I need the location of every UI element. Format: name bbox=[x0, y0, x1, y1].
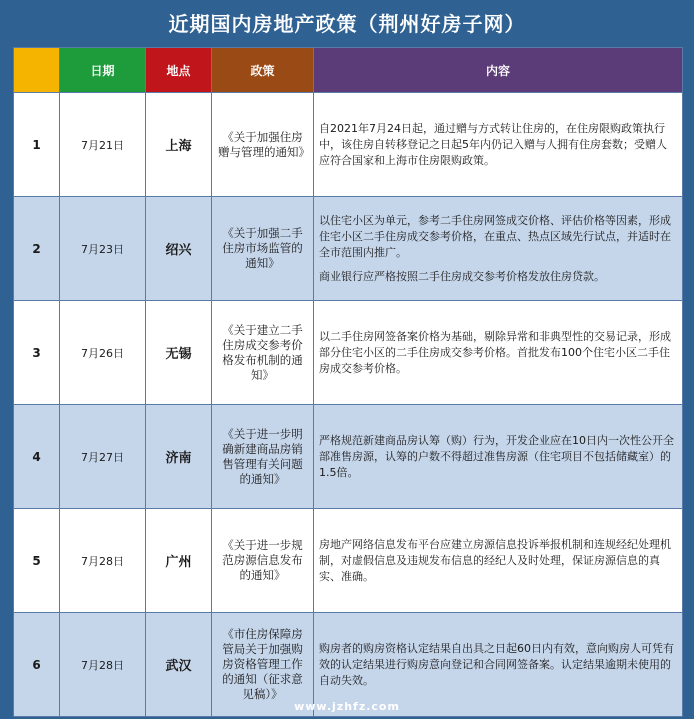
header-row bbox=[14, 48, 683, 93]
row-content bbox=[314, 197, 683, 301]
row-date: 7月28日 bbox=[60, 509, 146, 613]
header-num bbox=[14, 48, 60, 93]
content-paragraph: 购房者的购房资格认定结果自出具之日起60日内有效，意向购房人可凭有效的认定结果进行购房意向登记和合同网签备案。认定结果逾期未使用的自动失效。 bbox=[319, 641, 674, 687]
row-policy: 《关于加强二手住房市场监管的通知》 bbox=[212, 197, 314, 301]
row-place: 上海 bbox=[146, 93, 212, 197]
row-place: 广州 bbox=[146, 509, 212, 613]
row-content bbox=[314, 301, 683, 405]
row-policy: 《市住房保障房管局关于加强购房资格管理工作的通知（征求意见稿）》 bbox=[212, 613, 314, 717]
row-number: 2 bbox=[14, 197, 60, 301]
table-row bbox=[14, 93, 683, 197]
header-date: 日期 bbox=[60, 48, 146, 93]
row-place: 无锡 bbox=[146, 301, 212, 405]
row-content bbox=[314, 405, 683, 509]
row-date: 7月26日 bbox=[60, 301, 146, 405]
row-policy: 《关于进一步规范房源信息发布的通知》 bbox=[212, 509, 314, 613]
content-paragraph: 自2021年7月24日起，通过赠与方式转让住房的，在住房限购政策执行中，该住房自转移登记之日起5年内仍记入赠与人拥有住房套数；受赠人应符合国家和上海市住房限购政策。 bbox=[319, 121, 667, 167]
row-date: 7月28日 bbox=[60, 613, 146, 717]
row-place: 武汉 bbox=[146, 613, 212, 717]
row-number: 6 bbox=[14, 613, 60, 717]
header-place: 地点 bbox=[146, 48, 212, 93]
row-number: 5 bbox=[14, 509, 60, 613]
row-date: 7月23日 bbox=[60, 197, 146, 301]
table-row bbox=[14, 197, 683, 301]
content-paragraph: 商业银行应严格按照二手住房成交参考价格发放住房贷款。 bbox=[319, 269, 605, 283]
row-content bbox=[314, 93, 683, 197]
row-policy: 《关于加强住房赠与管理的通知》 bbox=[212, 93, 314, 197]
table-row bbox=[14, 509, 683, 613]
page-title: 近期国内房地产政策（荆州好房子网） bbox=[168, 11, 526, 36]
content-paragraph: 以二手住房网签备案价格为基础，剔除异常和非典型性的交易记录，形成部分住宅小区的二手住房成交参考价格。首批发布100个住宅小区二手住房成交参考价格。 bbox=[319, 329, 671, 375]
row-policy: 《关于进一步明确新建商品房销售管理有关问题的通知》 bbox=[212, 405, 314, 509]
row-place: 绍兴 bbox=[146, 197, 212, 301]
row-number: 3 bbox=[14, 301, 60, 405]
row-content bbox=[314, 509, 683, 613]
content-paragraph: 严格规范新建商品房认筹（购）行为，开发企业应在10日内一次性公开全部准售房源，认筹的户数不得超过准售房源（住宅项目不包括储藏室）的1.5倍。 bbox=[319, 433, 674, 479]
table-row bbox=[14, 405, 683, 509]
row-date: 7月27日 bbox=[60, 405, 146, 509]
site-url[interactable]: www.jzhfz.com bbox=[294, 700, 400, 713]
row-number: 1 bbox=[14, 93, 60, 197]
header-content: 内容 bbox=[314, 48, 683, 93]
header-policy: 政策 bbox=[212, 48, 314, 93]
row-policy: 《关于建立二手住房成交参考价格发布机制的通知》 bbox=[212, 301, 314, 405]
policy-table bbox=[13, 47, 683, 717]
content-paragraph: 房地产网络信息发布平台应建立房源信息投诉举报机制和连规经纪处理机制，对虚假信息及违规发布信息的经纪人及时处理，保证房源信息的真实、准确。 bbox=[319, 537, 671, 583]
row-number: 4 bbox=[14, 405, 60, 509]
content-paragraph: 以住宅小区为单元，参考二手住房网签成交价格、评估价格等因素，形成住宅小区二手住房成交参考价格，在重点、热点区域先行试点，并适时在全市范围内推广。 bbox=[319, 213, 671, 259]
row-place: 济南 bbox=[146, 405, 212, 509]
row-date: 7月21日 bbox=[60, 93, 146, 197]
table-row bbox=[14, 301, 683, 405]
